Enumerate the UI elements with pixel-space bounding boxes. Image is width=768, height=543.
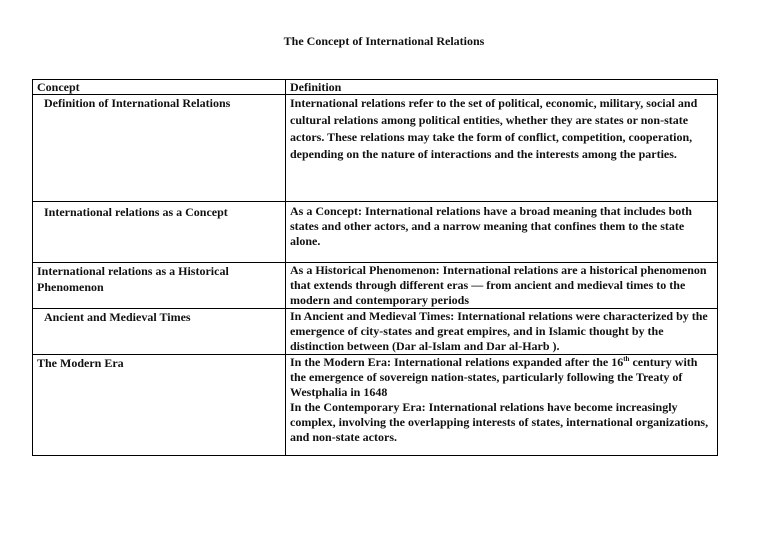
table-row bbox=[33, 263, 718, 309]
table-row bbox=[33, 202, 718, 263]
definition-cell: As a Historical Phenomenon: International relations are a historical phenomenon that extends through different eras — from ancient and medieval times to the modern and contemporary periods bbox=[286, 263, 718, 309]
contemporary-era-text: In the Contemporary Era: International relations have become increasingly complex, involving the overlapping interests of states, international organizations, and non-state actors. bbox=[290, 400, 709, 444]
table-header-row bbox=[33, 80, 718, 95]
document-title: The Concept of International Relations bbox=[283, 34, 485, 48]
table-row bbox=[33, 95, 718, 202]
concept-cell: International relations as a Concept bbox=[33, 202, 286, 263]
concept-cell: Definition of International Relations bbox=[33, 95, 286, 202]
definition-cell: In Ancient and Medieval Times: International relations were characterized by the emergence of city-states and great empires, and in Islamic thought by the distinction between (Dar al-Islam and Dar al-Harb ). bbox=[286, 309, 718, 355]
concept-table bbox=[32, 79, 718, 456]
modern-era-text: In the Modern Era: International relations expanded after the 16 bbox=[290, 355, 624, 369]
concept-cell: Ancient and Medieval Times bbox=[33, 309, 286, 355]
header-definition: Definition bbox=[286, 80, 718, 95]
table-row bbox=[33, 355, 718, 456]
modern-era-text-continued: century with the emergence of sovereign nation-states, particularly following the Treaty of Westphalia in 1648 bbox=[290, 355, 698, 399]
definition-cell: As a Concept: International relations have a broad meaning that includes both states and other actors, and a narrow meaning that confines them to the state alone. bbox=[286, 202, 718, 263]
concept-cell: International relations as a Historical Phenomenon bbox=[33, 263, 286, 309]
table-row bbox=[33, 309, 718, 355]
definition-cell: International relations refer to the set of political, economic, military, social and cultural relations among political entities, whether they are states or non-state actors. These relations may take the form of conflict, competition, cooperation, depending on the nature of interactions and the interests among the parties. bbox=[286, 95, 718, 202]
definition-cell bbox=[286, 355, 718, 456]
ordinal-superscript: th bbox=[623, 355, 630, 363]
header-concept: Concept bbox=[33, 80, 286, 95]
concept-cell: The Modern Era bbox=[33, 355, 286, 456]
